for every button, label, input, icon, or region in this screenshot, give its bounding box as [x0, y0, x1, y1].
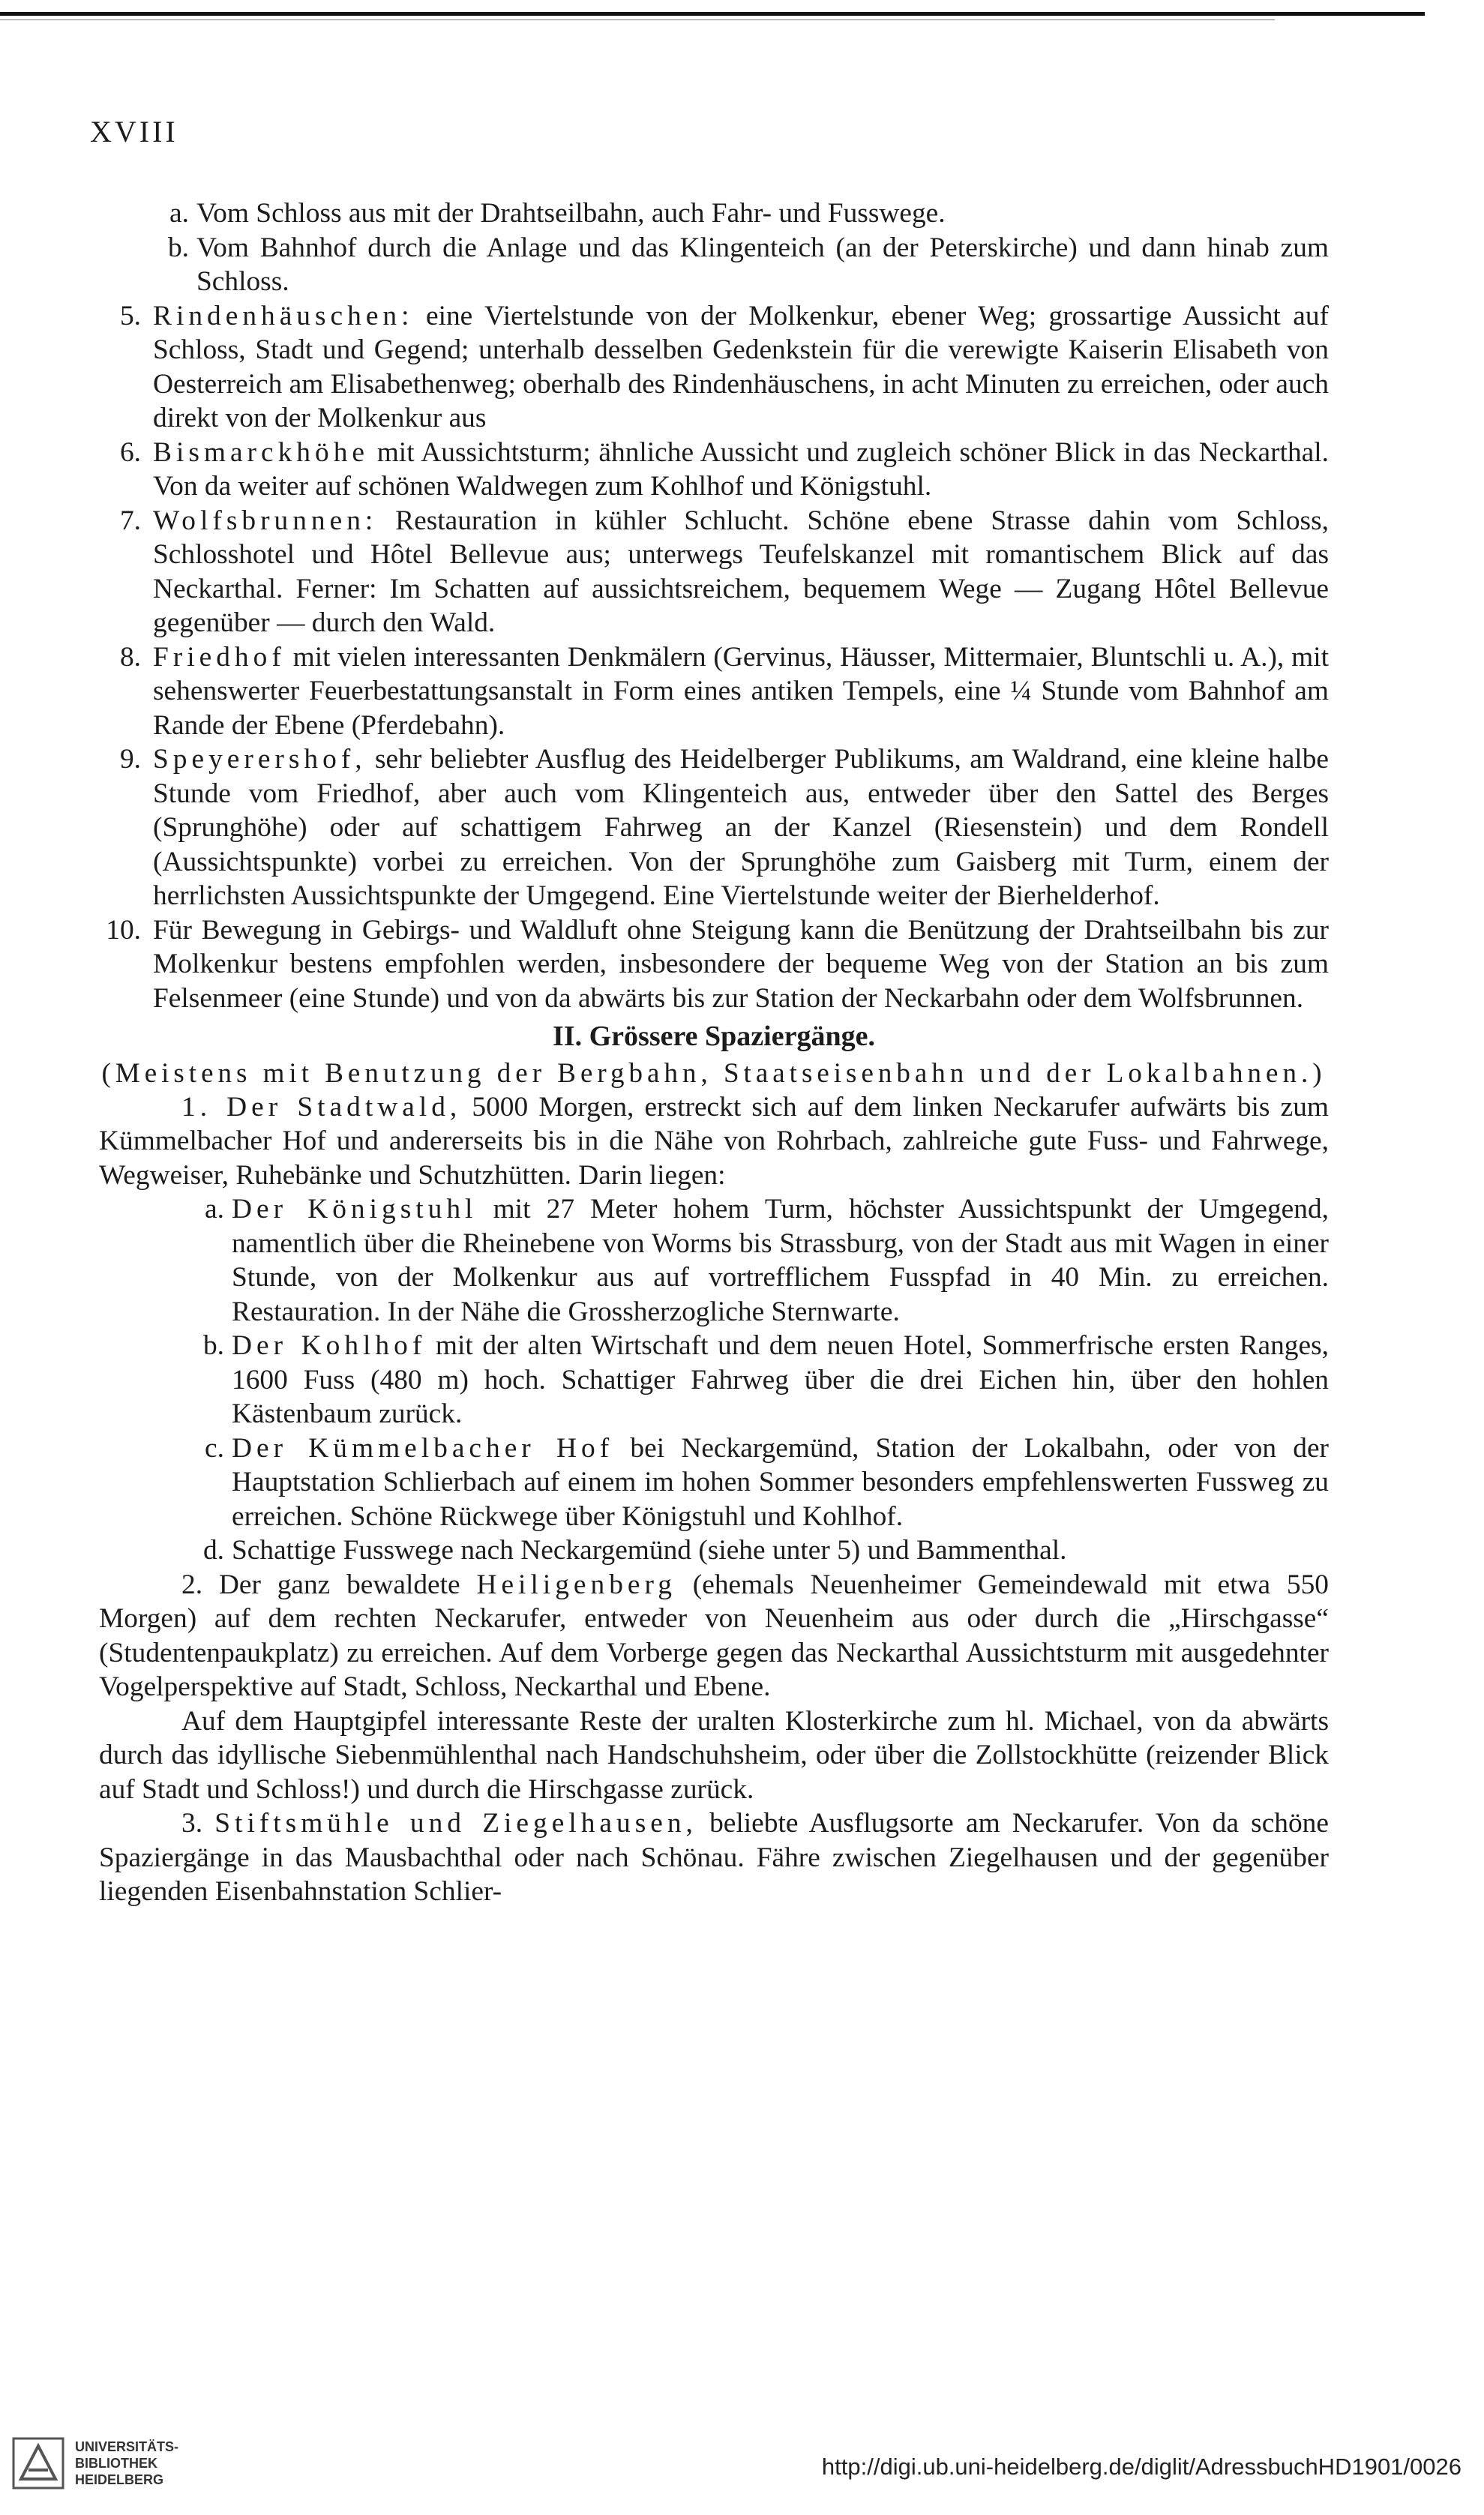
paragraph-text: beliebte Ausflugsorte am Neckarufer. Von da schöne Spaziergänge in das Mausbachthal oder nach Schönau. Fähre zwischen Ziegelhausen und der gegenüber liegenden Eisenbahnstation Schlier-	[99, 1808, 1329, 1907]
item-text: mit 27 Meter hohem Turm, höchster Aussichtspunkt der Umgegend, namentlich über die Rheinebene von Worms bis Strassburg, von der Stadt aus mit Wagen in einer Stunde, von der Molkenkur aus auf vortrefflichem Fusspfad in 40 Min. zu erreichen. Restauration. In der Nähe die Grossherzogliche Sternwarte.	[232, 1194, 1329, 1327]
item-number: 5.	[119, 300, 141, 331]
item-text: mit vielen interessanten Denkmälern (Gervinus, Häusser, Mittermaier, Bluntschli u. A.), mit sehenswerter Feuerbestattungsanstalt in Form eines antiken Tempels, eine ¼ Stunde vom Bahnhof am Rande der Ebene (Pferdebahn).	[153, 641, 1329, 741]
page-number: XVIII	[90, 115, 178, 148]
paragraph-heiligenberg	[99, 1568, 1329, 1704]
paragraph-stiftsmuehle	[99, 1806, 1329, 1909]
library-name-line: BIBLIOTHEK	[75, 2456, 157, 2471]
item-number: 7.	[119, 505, 141, 536]
paragraph-spaced: Stiftsmühle und Ziegelhausen,	[214, 1808, 697, 1839]
library-name-line: UNIVERSITÄTS-	[75, 2439, 179, 2454]
item-lead: Bismarckhöhe	[153, 436, 369, 468]
list-item	[99, 196, 1329, 231]
item-text: mit Aussichtsturm; ähnliche Aussicht und zugleich schöner Blick in das Neckarthal. Von da weiter auf schönen Waldwegen zum Kohlhof und Königstuhl.	[153, 436, 1329, 502]
item-text: Für Bewegung in Gebirgs- und Waldluft ohne Steigung kann die Benützung der Drahtseilbahn bis zur Molkenkur bestens empfohlen werden, insbesondere der bequeme Weg von der Station an bis zum Felsenmeer (eine Stunde) und von da abwärts bis zur Station der Neckarbahn oder dem Wolfsbrunnen.	[153, 914, 1329, 1014]
item-mark: c.	[205, 1432, 224, 1464]
item-text: Restauration in kühler Schlucht. Schöne ebene Strasse dahin vom Schloss, Schlosshotel und Hôtel Bellevue aus; unterwegs Teufelskanzel mit romantischem Blick auf das Neckarthal. Ferner: Im Schatten auf aussichtsreichem, bequemem Wege — Zugang Hôtel Bellevue gegenüber — durch den Wald.	[153, 505, 1329, 638]
item-lead: Rindenhäuschen:	[153, 300, 414, 331]
paragraph-lead: 3.	[181, 1808, 203, 1839]
source-url[interactable]: http://digi.ub.uni-heidelberg.de/diglit/AdressbuchHD1901/0026	[821, 2454, 1462, 2480]
item-text: sehr beliebter Ausflug des Heidelberger Publikums, am Waldrand, eine kleine halbe Stunde vom Friedhof, aber auch vom Klingenteich aus, entweder über den Sattel des Berges (Sprunghöhe) oder auf schattigem Fahrweg an der Kanzel (Riesenstein) und dem Rondell (Aussichtspunkte) vorbei zu erreichen. Von der Sprunghöhe zum Gaisberg mit Turm, einem der herrlichsten Aussichtspunkte der Umgegend. Eine Viertelstunde weiter der Bierhelderhof.	[153, 744, 1329, 911]
paragraph-text: 5000 Morgen, erstreckt sich auf dem linken Neckarufer aufwärts bis zum Kümmelbacher Hof und andererseits bis in die Nähe von Rohrbach, zahlreiche gute Fuss- und Fahrwege, Wegweiser, Ruhebänke und Schutzhütten. Darin liegen:	[99, 1091, 1329, 1191]
paragraph-text: Auf dem Hauptgipfel interessante Reste der uralten Klosterkirche zum hl. Michael, von da abwärts durch das idyllische Siebenmühlenthal nach Handschuhsheim, oder über die Zollstockhütte (reizender Blick auf Stadt und Schloss!) und durch die Hirschgasse zurück.	[99, 1705, 1329, 1805]
list-item	[99, 1329, 1329, 1431]
section-heading: II. Grössere Spaziergänge.	[553, 1021, 875, 1052]
paragraph-lead: 2. Der ganz bewaldete	[181, 1569, 460, 1600]
numbered-item-10	[99, 913, 1329, 1016]
numbered-item-8	[99, 640, 1329, 743]
item-lead: Speyerershof,	[153, 744, 367, 775]
item-text: Vom Bahnhof durch die Anlage und das Klingenteich (an der Peterskirche) und dann hinab zum Schloss.	[196, 232, 1329, 297]
item-number: 10.	[106, 914, 141, 946]
numbered-item-6	[99, 436, 1329, 504]
numbered-item-9	[99, 742, 1329, 913]
item-mark: b.	[202, 1330, 224, 1361]
item-lead: Friedhof	[153, 641, 286, 673]
item-lead: Wolfsbrunnen:	[153, 505, 378, 536]
top-rule-thin	[0, 19, 1275, 20]
paragraph-hauptgipfel	[99, 1704, 1329, 1807]
list-item	[99, 231, 1329, 299]
item-lead: Der Kohlhof	[232, 1330, 427, 1361]
top-rule	[0, 12, 1425, 16]
item-mark: a.	[169, 198, 189, 229]
item-mark: a.	[205, 1194, 224, 1225]
item-number: 8.	[119, 641, 141, 673]
item-text: Schattige Fusswege nach Neckargemünd (siehe unter 5) und Bammenthal.	[232, 1535, 1067, 1566]
item-text: mit der alten Wirtschaft und dem neuen Hotel, Sommerfrische ersten Ranges, 1600 Fuss (480 m) hoch. Schattiger Fahrweg über die drei Eichen hin, über den hohlen Kästenbaum zurück.	[232, 1330, 1329, 1429]
paragraph-lead: 1. Der Stadtwald,	[181, 1091, 462, 1123]
item-lead: Der Kümmelbacher Hof	[232, 1432, 614, 1464]
item-text: eine Viertelstunde von der Molkenkur, ebener Weg; grossartige Aussicht auf Schloss, Stadt und Gegend; unterhalb desselben Gedenkstein für die verewigte Kaiserin Elisabeth von Oesterreich am Elisabethenweg; oberhalb des Rindenhäuschens, in acht Minuten zu erreichen, oder auch direkt von der Molkenkur aus	[153, 300, 1329, 433]
item-mark: d.	[202, 1535, 224, 1566]
library-name-line: HEIDELBERG	[75, 2472, 164, 2487]
item-mark: b.	[167, 232, 189, 263]
paragraph-text: (ehemals Neuenheimer Gemeindewald mit etwa 550 Morgen) auf dem rechten Neckarufer, entweder von Neuenheim aus oder durch die „Hirschgasse“ (Studentenpaukplatz) zu erreichen. Auf dem Vorberge gegen das Neckarthal Aussichtsturm mit ausgedehnter Vogelperspektive auf Stadt, Schloss, Neckarthal und Ebene.	[99, 1569, 1329, 1702]
item-lead: Der Königstuhl	[232, 1194, 478, 1225]
item-text: Vom Schloss aus mit der Drahtseilbahn, auch Fahr- und Fusswege.	[196, 198, 946, 229]
library-logo-icon	[12, 2437, 64, 2490]
list-item	[99, 1192, 1329, 1329]
item-text: bei Neckargemünd, Station der Lokalbahn, oder von der Hauptstation Schlierbach auf einem im hohen Sommer besonders empfehlenswerten Fussweg zu erreichen. Schöne Rückwege über Königstuhl und Kohlhof.	[232, 1432, 1329, 1532]
section-subheading: (Meistens mit Benutzung der Bergbahn, Staatseisenbahn und der Lokalbahnen.)	[101, 1057, 1327, 1089]
library-name	[75, 2439, 178, 2488]
item-number: 6.	[119, 436, 141, 468]
item-number: 9.	[119, 744, 141, 775]
numbered-item-7	[99, 504, 1329, 640]
list-item	[99, 1533, 1329, 1568]
paragraph-spaced: Heiligenberg	[476, 1569, 676, 1600]
page-content	[99, 196, 1329, 1909]
numbered-item-5	[99, 299, 1329, 436]
paragraph-stadtwald	[99, 1090, 1329, 1193]
list-item	[99, 1431, 1329, 1534]
